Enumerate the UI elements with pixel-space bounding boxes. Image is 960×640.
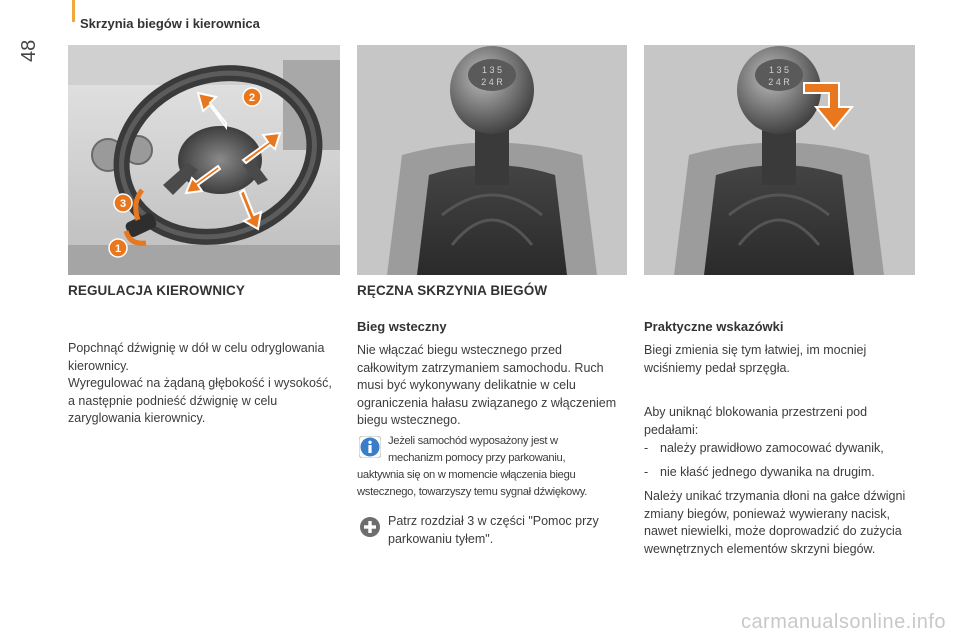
page-number: 48 <box>18 39 40 62</box>
steering-wheel-illustration <box>68 45 340 275</box>
knob-pattern-bottom: 2 4 R <box>481 77 503 87</box>
gear-knob-illustration <box>357 45 627 275</box>
marker-2 <box>243 88 261 106</box>
parking-info-line-3: uaktywnia się on w momencie włączenia biegu <box>357 469 576 481</box>
knob-pattern-bottom: 2 4 R <box>768 77 790 87</box>
svg-text:2: 2 <box>248 92 256 104</box>
steering-title: REGULACJA KIEROWNICY <box>68 283 246 298</box>
plus-icon <box>359 516 381 538</box>
parking-info-line-4: wstecznego, towarzyszy temu sygnał dźwiękowy. <box>357 486 588 498</box>
gearbox-title: RĘCZNA SKRZYNIA BIEGÓW <box>357 283 548 298</box>
svg-text:3: 3 <box>119 198 127 210</box>
reverse-gear-paragraph: Nie włączać biegu wstecznego przed całkowitym zatrzymaniem samochodu. Ruch musi być wykonywany delikatnie w celu ograniczenia hałasu związanego z włączeniem biegu wstecznego. <box>357 343 617 427</box>
svg-text:1: 1 <box>114 243 122 255</box>
see-also-text: Patrz rozdział 3 w części "Pomoc przy parkowaniu tyłem". <box>388 514 599 546</box>
parking-info-line-1: Jeżeli samochód wyposażony jest w <box>388 435 558 447</box>
gear-reverse-illustration <box>644 45 915 275</box>
list-item: - należy prawidłowo zamocować dywanik, <box>644 441 884 455</box>
marker-3 <box>114 194 132 212</box>
marker-1 <box>109 239 127 257</box>
gear-reverse-photo <box>644 45 915 275</box>
tips-paragraph-3: Należy unikać trzymania dłoni na gałce dźwigni zmiany biegów, ponieważ wywierany nacisk, nawet niewielki, może doprowadzić do zużycia wewnętrznych elementów skrzyni biegów. <box>644 489 906 556</box>
knob-pattern-top: 1 3 5 <box>768 65 790 75</box>
steering-paragraph: Popchnąć dźwignię w dół w celu odryglowania kierownicy. Wyregulować na żądaną głębokość i wysokość, a następnie podnieść dźwignię w celu zaryglowania kierownicy. <box>68 341 332 425</box>
tips-paragraph-1: Biegi zmienia się tym łatwiej, im mocniej wciśniemy pedał sprzęgła. <box>644 343 867 375</box>
tips-paragraph-2: Aby uniknąć blokowania przestrzeni pod pedałami: <box>644 405 868 437</box>
tips-title: Praktyczne wskazówki <box>644 319 784 334</box>
info-icon <box>359 436 381 458</box>
knob-pattern-top: 1 3 5 <box>481 65 503 75</box>
parking-info-line-2: mechanizm pomocy przy parkowaniu, <box>388 452 566 464</box>
list-item: - nie kłaść jednego dywanika na drugim. <box>644 464 875 479</box>
steering-wheel-photo <box>68 45 340 275</box>
tips-bullet-list <box>644 440 919 487</box>
gear-knob-photo <box>357 45 627 275</box>
reverse-gear-title: Bieg wsteczny <box>357 319 447 334</box>
watermark: carmanualsonline.info <box>740 611 946 633</box>
section-header: Skrzynia biegów i kierownica <box>80 16 260 31</box>
section-accent-bar <box>72 0 75 22</box>
